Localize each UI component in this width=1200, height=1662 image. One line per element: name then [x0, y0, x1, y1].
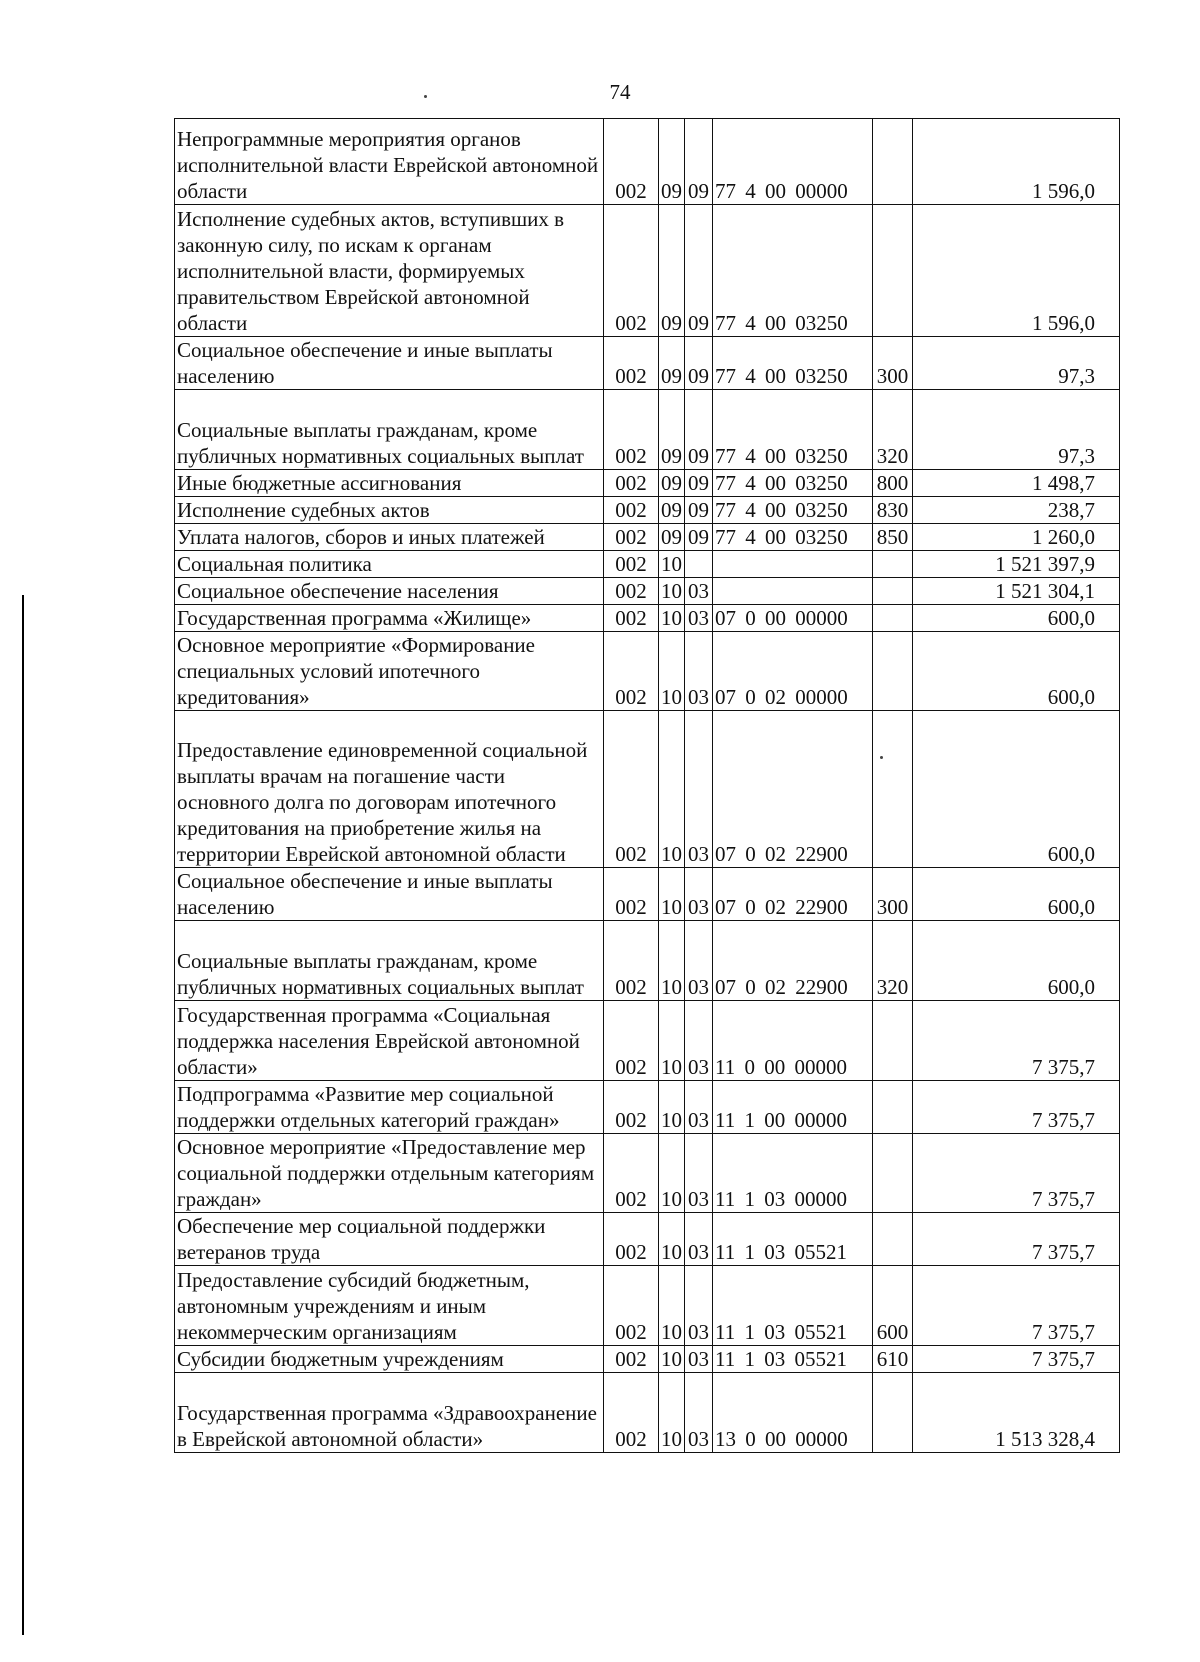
target-article-cell: 11 0 00 00000	[713, 1001, 873, 1081]
grbs-code-cell: 002	[604, 497, 659, 524]
subsection-code-cell: 09	[685, 337, 713, 390]
table-row	[175, 578, 1120, 605]
section-code-cell: 09	[659, 470, 685, 497]
expense-type-cell: 320	[873, 390, 913, 470]
table-row	[175, 497, 1120, 524]
table-row	[175, 470, 1120, 497]
target-article-cell: 11 1 03 05521	[713, 1346, 873, 1373]
grbs-code-cell: 002	[604, 632, 659, 711]
subsection-code-cell: 09	[685, 470, 713, 497]
row-name-cell: Социальное обеспечение и иные выплаты населению	[175, 337, 604, 390]
row-name-cell: Социальное обеспечение населения	[175, 578, 604, 605]
subsection-code-cell: 03	[685, 605, 713, 632]
expense-type-cell: 600	[873, 1266, 913, 1346]
subsection-code-cell: 09	[685, 524, 713, 551]
grbs-code-cell: 002	[604, 119, 659, 205]
expense-type-cell	[873, 605, 913, 632]
row-name-cell: Субсидии бюджетным учреждениям	[175, 1346, 604, 1373]
target-article-cell: 11 1 03 05521	[713, 1266, 873, 1346]
expense-type-cell	[873, 119, 913, 205]
table-row	[175, 524, 1120, 551]
target-article-cell	[713, 551, 873, 578]
expense-type-cell	[873, 1081, 913, 1134]
grbs-code-cell: 002	[604, 551, 659, 578]
grbs-code-cell: 002	[604, 921, 659, 1001]
section-code-cell: 09	[659, 337, 685, 390]
grbs-code-cell: 002	[604, 1373, 659, 1453]
expense-type-cell: 830	[873, 497, 913, 524]
row-name-cell: Иные бюджетные ассигнования	[175, 470, 604, 497]
target-article-cell: 07 0 02 00000	[713, 632, 873, 711]
section-code-cell: 10	[659, 1266, 685, 1346]
expense-type-cell	[873, 551, 913, 578]
grbs-code-cell: 002	[604, 1081, 659, 1134]
target-article-cell: 07 0 02 22900	[713, 868, 873, 921]
section-code-cell: 09	[659, 119, 685, 205]
amount-cell: 7 375,7	[913, 1213, 1120, 1266]
table-row	[175, 1346, 1120, 1373]
expense-type-cell	[873, 711, 913, 868]
row-name-cell: Государственная программа «Социальная поддержка населения Еврейской автономной области»	[175, 1001, 604, 1081]
amount-cell: 97,3	[913, 390, 1120, 470]
subsection-code-cell: 09	[685, 205, 713, 337]
target-article-cell: 07 0 00 00000	[713, 605, 873, 632]
row-name-cell: Основное мероприятие «Предоставление мер социальной поддержки отдельным категориям граждан»	[175, 1134, 604, 1213]
row-name-cell: Социальное обеспечение и иные выплаты населению	[175, 868, 604, 921]
subsection-code-cell: 03	[685, 1001, 713, 1081]
row-name-cell: Подпрограмма «Развитие мер социальной поддержки отдельных категорий граждан»	[175, 1081, 604, 1134]
amount-cell: 1 521 397,9	[913, 551, 1120, 578]
table-row	[175, 605, 1120, 632]
table-row	[175, 1266, 1120, 1346]
subsection-code-cell: 03	[685, 921, 713, 1001]
target-article-cell: 77 4 00 03250	[713, 337, 873, 390]
grbs-code-cell: 002	[604, 1001, 659, 1081]
section-code-cell: 09	[659, 524, 685, 551]
target-article-cell: 77 4 00 03250	[713, 524, 873, 551]
target-article-cell: 11 1 00 00000	[713, 1081, 873, 1134]
amount-cell: 1 498,7	[913, 470, 1120, 497]
subsection-code-cell: 03	[685, 632, 713, 711]
expense-type-cell: 850	[873, 524, 913, 551]
section-code-cell: 10	[659, 632, 685, 711]
grbs-code-cell: 002	[604, 578, 659, 605]
row-name-cell: Исполнение судебных актов, вступивших в законную силу, по искам к органам исполнительной власти, формируемых правительством Еврейской автономной области	[175, 205, 604, 337]
section-code-cell: 09	[659, 390, 685, 470]
section-code-cell: 10	[659, 1001, 685, 1081]
section-code-cell: 10	[659, 1081, 685, 1134]
grbs-code-cell: 002	[604, 605, 659, 632]
section-code-cell: 10	[659, 711, 685, 868]
amount-cell: 600,0	[913, 711, 1120, 868]
grbs-code-cell: 002	[604, 1134, 659, 1213]
amount-cell: 600,0	[913, 921, 1120, 1001]
table-row	[175, 1001, 1120, 1081]
subsection-code-cell	[685, 551, 713, 578]
subsection-code-cell: 03	[685, 1266, 713, 1346]
amount-cell: 7 375,7	[913, 1001, 1120, 1081]
row-name-cell: Предоставление единовременной социальной выплаты врачам на погашение части основного долга по договорам ипотечного кредитования на приобретение жилья на территории Еврейской автономной области	[175, 711, 604, 868]
expense-type-cell	[873, 632, 913, 711]
row-name-cell: Социальные выплаты гражданам, кроме публичных нормативных социальных выплат	[175, 921, 604, 1001]
row-name-cell: Социальные выплаты гражданам, кроме публичных нормативных социальных выплат	[175, 390, 604, 470]
expense-type-cell	[873, 1001, 913, 1081]
table-row	[175, 337, 1120, 390]
amount-cell: 7 375,7	[913, 1134, 1120, 1213]
table-row	[175, 868, 1120, 921]
section-code-cell: 10	[659, 1346, 685, 1373]
amount-cell: 600,0	[913, 868, 1120, 921]
amount-cell: 1 513 328,4	[913, 1373, 1120, 1453]
target-article-cell: 77 4 00 00000	[713, 119, 873, 205]
section-code-cell: 10	[659, 1213, 685, 1266]
grbs-code-cell: 002	[604, 711, 659, 868]
table-row	[175, 390, 1120, 470]
expense-type-cell	[873, 578, 913, 605]
section-code-cell: 10	[659, 921, 685, 1001]
table-row	[175, 119, 1120, 205]
table-row	[175, 1213, 1120, 1266]
table-row	[175, 205, 1120, 337]
target-article-cell: 11 1 03 00000	[713, 1134, 873, 1213]
grbs-code-cell: 002	[604, 205, 659, 337]
amount-cell: 1 596,0	[913, 205, 1120, 337]
section-code-cell: 09	[659, 497, 685, 524]
amount-cell: 7 375,7	[913, 1266, 1120, 1346]
row-name-cell: Уплата налогов, сборов и иных платежей	[175, 524, 604, 551]
target-article-cell: 07 0 02 22900	[713, 921, 873, 1001]
subsection-code-cell: 03	[685, 578, 713, 605]
target-article-cell: 11 1 03 05521	[713, 1213, 873, 1266]
subsection-code-cell: 03	[685, 1346, 713, 1373]
grbs-code-cell: 002	[604, 390, 659, 470]
section-code-cell: 10	[659, 578, 685, 605]
amount-cell: 97,3	[913, 337, 1120, 390]
row-name-cell: Предоставление субсидий бюджетным, автономным учреждениям и иным некоммерческим организациям	[175, 1266, 604, 1346]
subsection-code-cell: 03	[685, 1373, 713, 1453]
target-article-cell: 77 4 00 03250	[713, 205, 873, 337]
budget-table-body	[175, 119, 1120, 1453]
subsection-code-cell: 09	[685, 390, 713, 470]
subsection-code-cell: 03	[685, 1213, 713, 1266]
table-row	[175, 1373, 1120, 1453]
section-code-cell: 10	[659, 551, 685, 578]
expense-type-cell	[873, 1213, 913, 1266]
grbs-code-cell: 002	[604, 524, 659, 551]
amount-cell: 1 521 304,1	[913, 578, 1120, 605]
scan-speck	[424, 95, 427, 98]
row-name-cell: Основное мероприятие «Формирование специальных условий ипотечного кредитования»	[175, 632, 604, 711]
table-row	[175, 921, 1120, 1001]
amount-cell: 600,0	[913, 605, 1120, 632]
section-code-cell: 10	[659, 1373, 685, 1453]
page-number: 74	[609, 80, 631, 104]
subsection-code-cell: 09	[685, 497, 713, 524]
expense-type-cell	[873, 1373, 913, 1453]
target-article-cell: 13 0 00 00000	[713, 1373, 873, 1453]
scan-margin-line	[22, 595, 24, 1635]
grbs-code-cell: 002	[604, 868, 659, 921]
row-name-cell: Социальная политика	[175, 551, 604, 578]
expense-type-cell: 300	[873, 337, 913, 390]
target-article-cell	[713, 578, 873, 605]
grbs-code-cell: 002	[604, 470, 659, 497]
table-row	[175, 1134, 1120, 1213]
target-article-cell: 77 4 00 03250	[713, 470, 873, 497]
budget-table	[174, 118, 1120, 1453]
subsection-code-cell: 03	[685, 868, 713, 921]
amount-cell: 1 260,0	[913, 524, 1120, 551]
amount-cell: 238,7	[913, 497, 1120, 524]
section-code-cell: 09	[659, 205, 685, 337]
amount-cell: 7 375,7	[913, 1081, 1120, 1134]
subsection-code-cell: 03	[685, 711, 713, 868]
row-name-cell: Исполнение судебных актов	[175, 497, 604, 524]
section-code-cell: 10	[659, 605, 685, 632]
section-code-cell: 10	[659, 1134, 685, 1213]
expense-type-cell: 320	[873, 921, 913, 1001]
expense-type-cell	[873, 205, 913, 337]
amount-cell: 600,0	[913, 632, 1120, 711]
grbs-code-cell: 002	[604, 337, 659, 390]
expense-type-cell: 300	[873, 868, 913, 921]
table-row	[175, 632, 1120, 711]
grbs-code-cell: 002	[604, 1266, 659, 1346]
expense-type-cell: 610	[873, 1346, 913, 1373]
table-row	[175, 1081, 1120, 1134]
row-name-cell: Непрограммные мероприятия органов исполнительной власти Еврейской автономной области	[175, 119, 604, 205]
amount-cell: 7 375,7	[913, 1346, 1120, 1373]
table-row	[175, 551, 1120, 578]
section-code-cell: 10	[659, 868, 685, 921]
amount-cell: 1 596,0	[913, 119, 1120, 205]
expense-type-cell: 800	[873, 470, 913, 497]
row-name-cell: Обеспечение мер социальной поддержки ветеранов труда	[175, 1213, 604, 1266]
table-row	[175, 711, 1120, 868]
target-article-cell: 77 4 00 03250	[713, 390, 873, 470]
subsection-code-cell: 03	[685, 1081, 713, 1134]
expense-type-cell	[873, 1134, 913, 1213]
grbs-code-cell: 002	[604, 1213, 659, 1266]
subsection-code-cell: 09	[685, 119, 713, 205]
target-article-cell: 07 0 02 22900	[713, 711, 873, 868]
row-name-cell: Государственная программа «Жилище»	[175, 605, 604, 632]
subsection-code-cell: 03	[685, 1134, 713, 1213]
row-name-cell: Государственная программа «Здравоохранение в Еврейской автономной области»	[175, 1373, 604, 1453]
target-article-cell: 77 4 00 03250	[713, 497, 873, 524]
grbs-code-cell: 002	[604, 1346, 659, 1373]
